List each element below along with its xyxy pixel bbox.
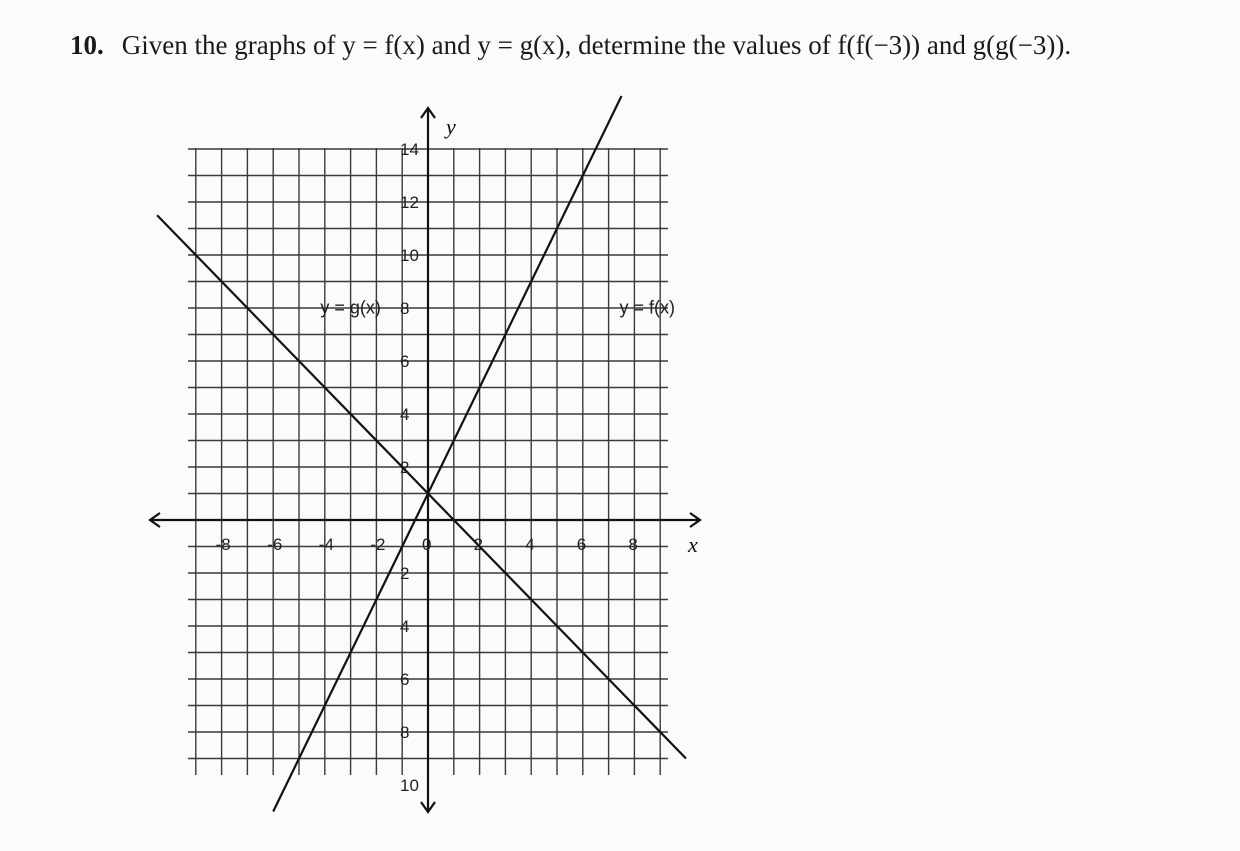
y-tick-label: 12	[400, 193, 419, 212]
chart-labels	[216, 114, 698, 795]
x-axis-title: x	[688, 532, 698, 557]
y-tick-label: 8	[400, 723, 410, 742]
y-tick-label: 6	[400, 670, 410, 689]
x-tick-label: 0	[422, 535, 432, 554]
question-body: Given the graphs of y = f(x) and y = g(x), determine the values of f(f(−3)) and g(g(−3)).	[121, 30, 1072, 60]
series-line	[157, 215, 686, 758]
question-number: 10.	[70, 30, 104, 60]
x-tick-label: 2	[473, 535, 484, 554]
series-label: y = g(x)	[320, 297, 381, 318]
series-label: y = f(x)	[619, 297, 676, 318]
axes	[150, 108, 700, 812]
x-tick-label: -2	[370, 535, 386, 554]
y-tick-label: 2	[400, 564, 410, 583]
x-tick-label: -4	[318, 535, 334, 554]
y-axis-title: y	[446, 114, 456, 139]
y-tick-label: 14	[400, 140, 419, 159]
y-tick-label: 4	[400, 617, 410, 636]
x-tick-label: 6	[576, 535, 587, 554]
series-lines	[157, 96, 686, 812]
y-tick-label: 10	[400, 246, 419, 265]
x-tick-label: -8	[215, 535, 231, 554]
x-tick-label: -6	[267, 535, 283, 554]
y-tick-label: 10	[400, 776, 419, 795]
x-tick-label: 8	[628, 535, 638, 554]
y-tick-label: 6	[400, 352, 410, 371]
x-tick-label: 4	[525, 535, 535, 554]
y-tick-label: 8	[400, 299, 410, 318]
y-tick-label: 4	[400, 405, 410, 424]
y-tick-label: 2	[400, 458, 410, 477]
